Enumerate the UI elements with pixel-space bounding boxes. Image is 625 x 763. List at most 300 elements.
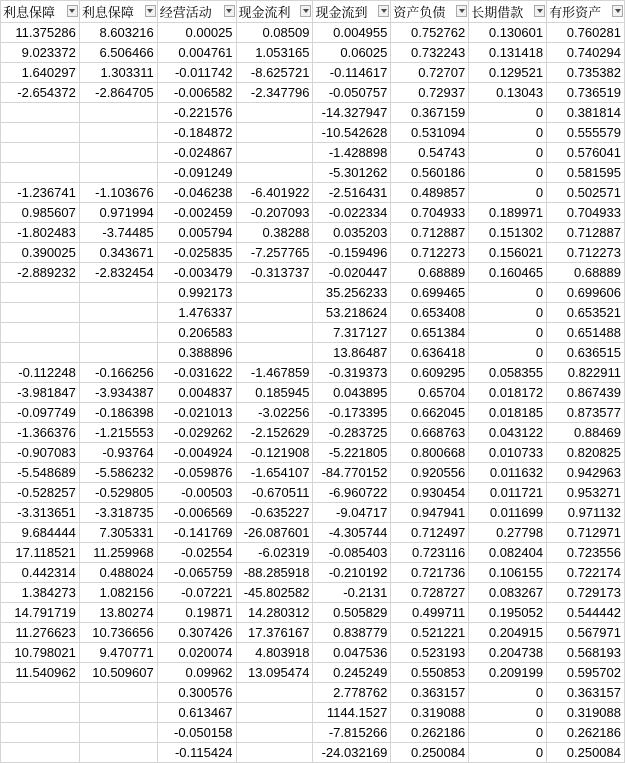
table-cell[interactable]: -1.236741 <box>1 183 80 203</box>
filter-dropdown-icon[interactable] <box>145 5 156 17</box>
table-cell[interactable]: -0.07221 <box>157 583 236 603</box>
table-cell[interactable]: 0.550853 <box>391 663 469 683</box>
table-cell[interactable] <box>1 723 80 743</box>
table-cell[interactable]: 0.390025 <box>1 243 80 263</box>
table-cell[interactable]: -0.031622 <box>157 363 236 383</box>
table-cell[interactable]: 0.653408 <box>391 303 469 323</box>
table-cell[interactable]: -0.065759 <box>157 563 236 583</box>
table-cell[interactable]: 0.083267 <box>469 583 547 603</box>
table-cell[interactable]: -0.115424 <box>157 743 236 763</box>
table-cell[interactable]: 0.531094 <box>391 123 469 143</box>
table-cell[interactable]: 0.72937 <box>391 83 469 103</box>
table-cell[interactable]: 0.388896 <box>157 343 236 363</box>
table-cell[interactable]: 0.38288 <box>236 223 313 243</box>
table-cell[interactable]: 0 <box>469 123 547 143</box>
table-cell[interactable]: 7.305331 <box>79 523 157 543</box>
table-cell[interactable] <box>236 303 313 323</box>
table-cell[interactable]: 0.920556 <box>391 463 469 483</box>
table-cell[interactable]: 0.058355 <box>469 363 547 383</box>
table-cell[interactable]: 0.043122 <box>469 423 547 443</box>
filter-dropdown-icon[interactable] <box>534 5 545 17</box>
table-cell[interactable] <box>1 103 80 123</box>
table-cell[interactable] <box>79 103 157 123</box>
table-cell[interactable]: 1144.1527 <box>313 703 391 723</box>
table-cell[interactable] <box>79 143 157 163</box>
table-cell[interactable]: -0.2131 <box>313 583 391 603</box>
table-cell[interactable]: 0.985607 <box>1 203 80 223</box>
table-cell[interactable]: -8.625721 <box>236 63 313 83</box>
table-cell[interactable]: 0.942963 <box>547 463 625 483</box>
table-cell[interactable]: -7.257765 <box>236 243 313 263</box>
table-cell[interactable]: -0.097749 <box>1 403 80 423</box>
table-cell[interactable] <box>1 343 80 363</box>
table-cell[interactable]: 0.343671 <box>79 243 157 263</box>
table-cell[interactable]: 0.736519 <box>547 83 625 103</box>
table-cell[interactable]: 0.160465 <box>469 263 547 283</box>
table-cell[interactable] <box>79 743 157 763</box>
table-cell[interactable]: 0 <box>469 323 547 343</box>
table-cell[interactable] <box>236 103 313 123</box>
table-cell[interactable]: -7.815266 <box>313 723 391 743</box>
table-cell[interactable]: -88.285918 <box>236 563 313 583</box>
table-cell[interactable]: 0.712971 <box>547 523 625 543</box>
table-cell[interactable]: -0.020447 <box>313 263 391 283</box>
table-cell[interactable]: -0.046238 <box>157 183 236 203</box>
table-cell[interactable]: 0.011632 <box>469 463 547 483</box>
table-cell[interactable]: -0.112248 <box>1 363 80 383</box>
table-cell[interactable]: 8.603216 <box>79 23 157 43</box>
table-cell[interactable]: 0.732243 <box>391 43 469 63</box>
table-cell[interactable]: -3.02256 <box>236 403 313 423</box>
table-cell[interactable]: -2.864705 <box>79 83 157 103</box>
table-cell[interactable]: 10.798021 <box>1 643 80 663</box>
table-cell[interactable]: 0.867439 <box>547 383 625 403</box>
table-cell[interactable]: 0.740294 <box>547 43 625 63</box>
filter-dropdown-icon[interactable] <box>456 5 467 17</box>
table-cell[interactable] <box>79 683 157 703</box>
table-cell[interactable]: 1.053165 <box>236 43 313 63</box>
table-cell[interactable]: -0.011742 <box>157 63 236 83</box>
table-cell[interactable] <box>236 723 313 743</box>
table-cell[interactable]: -1.428898 <box>313 143 391 163</box>
table-cell[interactable]: -0.221576 <box>157 103 236 123</box>
table-cell[interactable]: 0.129521 <box>469 63 547 83</box>
table-cell[interactable]: 0.544442 <box>547 603 625 623</box>
table-cell[interactable]: -0.003479 <box>157 263 236 283</box>
table-cell[interactable]: 9.023372 <box>1 43 80 63</box>
table-cell[interactable]: -0.207093 <box>236 203 313 223</box>
table-cell[interactable] <box>79 303 157 323</box>
table-cell[interactable] <box>79 323 157 343</box>
column-header[interactable] <box>236 1 313 23</box>
table-cell[interactable]: 0.721736 <box>391 563 469 583</box>
table-cell[interactable]: 0.971132 <box>547 503 625 523</box>
table-cell[interactable]: 0.131418 <box>469 43 547 63</box>
table-cell[interactable]: -0.002459 <box>157 203 236 223</box>
table-cell[interactable]: 0.521221 <box>391 623 469 643</box>
table-cell[interactable] <box>236 123 313 143</box>
column-header[interactable] <box>313 1 391 23</box>
table-cell[interactable]: 0.838779 <box>313 623 391 643</box>
table-cell[interactable]: 0.712887 <box>391 223 469 243</box>
table-cell[interactable]: 0.581595 <box>547 163 625 183</box>
table-cell[interactable]: 0.381814 <box>547 103 625 123</box>
table-cell[interactable]: 0.699606 <box>547 283 625 303</box>
table-cell[interactable]: 0 <box>469 343 547 363</box>
table-cell[interactable]: 0.250084 <box>391 743 469 763</box>
table-cell[interactable]: 0.204915 <box>469 623 547 643</box>
table-cell[interactable]: -0.024867 <box>157 143 236 163</box>
table-cell[interactable]: 0.245249 <box>313 663 391 683</box>
table-cell[interactable]: -3.934387 <box>79 383 157 403</box>
table-cell[interactable]: 0.502571 <box>547 183 625 203</box>
table-cell[interactable]: 1.476337 <box>157 303 236 323</box>
table-cell[interactable]: 0.800668 <box>391 443 469 463</box>
filter-dropdown-icon[interactable] <box>224 5 235 17</box>
table-cell[interactable]: 0.367159 <box>391 103 469 123</box>
table-cell[interactable]: 13.095474 <box>236 663 313 683</box>
table-cell[interactable]: 0.13043 <box>469 83 547 103</box>
table-cell[interactable] <box>79 343 157 363</box>
filter-dropdown-icon[interactable] <box>378 5 389 17</box>
table-cell[interactable]: 0.712887 <box>547 223 625 243</box>
table-cell[interactable]: 0 <box>469 103 547 123</box>
table-cell[interactable]: 0.820825 <box>547 443 625 463</box>
filter-dropdown-icon[interactable] <box>67 5 78 17</box>
table-cell[interactable]: 0.873577 <box>547 403 625 423</box>
table-cell[interactable] <box>236 683 313 703</box>
table-cell[interactable]: 0.822911 <box>547 363 625 383</box>
table-cell[interactable]: 11.375286 <box>1 23 80 43</box>
table-cell[interactable]: 0.760281 <box>547 23 625 43</box>
table-cell[interactable]: 0.005794 <box>157 223 236 243</box>
table-cell[interactable]: 0.010733 <box>469 443 547 463</box>
table-cell[interactable]: -3.313651 <box>1 503 80 523</box>
table-cell[interactable]: 0.130601 <box>469 23 547 43</box>
table-cell[interactable]: 0.004761 <box>157 43 236 63</box>
table-cell[interactable]: 0.567971 <box>547 623 625 643</box>
table-cell[interactable]: 6.506466 <box>79 43 157 63</box>
table-cell[interactable]: 0.018185 <box>469 403 547 423</box>
table-cell[interactable] <box>236 143 313 163</box>
table-cell[interactable] <box>79 703 157 723</box>
table-cell[interactable]: 11.259968 <box>79 543 157 563</box>
table-cell[interactable]: 0.523193 <box>391 643 469 663</box>
table-cell[interactable]: -0.02554 <box>157 543 236 563</box>
table-cell[interactable]: 9.684444 <box>1 523 80 543</box>
table-cell[interactable] <box>236 323 313 343</box>
table-cell[interactable]: -1.103676 <box>79 183 157 203</box>
table-cell[interactable]: 0.88469 <box>547 423 625 443</box>
table-cell[interactable]: 9.470771 <box>79 643 157 663</box>
table-cell[interactable]: 0.011699 <box>469 503 547 523</box>
table-cell[interactable]: 0.704933 <box>391 203 469 223</box>
table-cell[interactable]: 0.19871 <box>157 603 236 623</box>
table-cell[interactable]: 0.307426 <box>157 623 236 643</box>
table-cell[interactable]: 0.992173 <box>157 283 236 303</box>
table-cell[interactable]: -5.586232 <box>79 463 157 483</box>
table-cell[interactable] <box>236 743 313 763</box>
table-cell[interactable]: 0.971994 <box>79 203 157 223</box>
table-cell[interactable]: -1.802483 <box>1 223 80 243</box>
table-cell[interactable]: 0.54743 <box>391 143 469 163</box>
table-cell[interactable]: -0.022334 <box>313 203 391 223</box>
table-cell[interactable]: 0 <box>469 283 547 303</box>
table-cell[interactable]: -5.301262 <box>313 163 391 183</box>
table-cell[interactable]: 0.06025 <box>313 43 391 63</box>
table-cell[interactable]: -0.907083 <box>1 443 80 463</box>
table-cell[interactable]: -0.186398 <box>79 403 157 423</box>
table-cell[interactable]: 0.595702 <box>547 663 625 683</box>
table-cell[interactable]: 0.568193 <box>547 643 625 663</box>
table-cell[interactable]: 4.803918 <box>236 643 313 663</box>
table-cell[interactable]: -0.313737 <box>236 263 313 283</box>
table-cell[interactable]: 0.723556 <box>547 543 625 563</box>
table-cell[interactable]: 0 <box>469 143 547 163</box>
table-cell[interactable]: 0.651488 <box>547 323 625 343</box>
table-cell[interactable] <box>1 283 80 303</box>
table-cell[interactable]: -84.770152 <box>313 463 391 483</box>
table-cell[interactable]: 0.752762 <box>391 23 469 43</box>
table-cell[interactable]: -0.029262 <box>157 423 236 443</box>
table-cell[interactable]: 17.118521 <box>1 543 80 563</box>
table-cell[interactable]: -3.74485 <box>79 223 157 243</box>
table-cell[interactable]: 0 <box>469 683 547 703</box>
column-header[interactable] <box>469 1 547 23</box>
table-cell[interactable] <box>79 283 157 303</box>
table-cell[interactable]: 0.004837 <box>157 383 236 403</box>
table-cell[interactable] <box>236 283 313 303</box>
table-cell[interactable]: -0.004924 <box>157 443 236 463</box>
table-cell[interactable]: 0.505829 <box>313 603 391 623</box>
table-cell[interactable]: 0.609295 <box>391 363 469 383</box>
table-cell[interactable]: 0.555579 <box>547 123 625 143</box>
table-cell[interactable]: 0.018172 <box>469 383 547 403</box>
table-cell[interactable]: 0.65704 <box>391 383 469 403</box>
table-cell[interactable]: -0.529805 <box>79 483 157 503</box>
table-cell[interactable]: 1.082156 <box>79 583 157 603</box>
table-cell[interactable]: -0.025835 <box>157 243 236 263</box>
table-cell[interactable] <box>1 143 80 163</box>
table-cell[interactable]: 1.303311 <box>79 63 157 83</box>
table-cell[interactable]: 14.791719 <box>1 603 80 623</box>
table-cell[interactable]: -3.981847 <box>1 383 80 403</box>
table-cell[interactable]: -2.152629 <box>236 423 313 443</box>
table-cell[interactable]: -2.832454 <box>79 263 157 283</box>
table-cell[interactable]: -0.141769 <box>157 523 236 543</box>
table-cell[interactable]: -0.173395 <box>313 403 391 423</box>
table-cell[interactable]: 0.68889 <box>391 263 469 283</box>
table-cell[interactable]: 0.363157 <box>547 683 625 703</box>
table-cell[interactable] <box>79 723 157 743</box>
table-cell[interactable]: 0.09962 <box>157 663 236 683</box>
table-cell[interactable]: 0.206583 <box>157 323 236 343</box>
table-cell[interactable] <box>1 303 80 323</box>
column-header[interactable] <box>391 1 469 23</box>
table-cell[interactable]: 0.489857 <box>391 183 469 203</box>
table-cell[interactable]: -26.087601 <box>236 523 313 543</box>
table-cell[interactable]: 0.319088 <box>547 703 625 723</box>
table-cell[interactable]: -0.184872 <box>157 123 236 143</box>
table-cell[interactable]: 0.613467 <box>157 703 236 723</box>
table-cell[interactable]: -0.021013 <box>157 403 236 423</box>
table-cell[interactable]: 0.27798 <box>469 523 547 543</box>
table-cell[interactable]: 0.151302 <box>469 223 547 243</box>
table-cell[interactable] <box>79 123 157 143</box>
table-cell[interactable]: 0.636418 <box>391 343 469 363</box>
table-cell[interactable]: -0.159496 <box>313 243 391 263</box>
table-cell[interactable]: 13.86487 <box>313 343 391 363</box>
table-cell[interactable]: -0.283725 <box>313 423 391 443</box>
table-cell[interactable]: 0 <box>469 303 547 323</box>
table-cell[interactable]: -0.050158 <box>157 723 236 743</box>
table-cell[interactable]: -1.467859 <box>236 363 313 383</box>
table-cell[interactable]: 10.509607 <box>79 663 157 683</box>
filter-dropdown-icon[interactable] <box>300 5 311 17</box>
table-cell[interactable]: 0.250084 <box>547 743 625 763</box>
table-cell[interactable]: 0.953271 <box>547 483 625 503</box>
table-cell[interactable]: 0.651384 <box>391 323 469 343</box>
table-cell[interactable]: 0.106155 <box>469 563 547 583</box>
table-cell[interactable]: 0.209199 <box>469 663 547 683</box>
table-cell[interactable]: -10.542628 <box>313 123 391 143</box>
table-cell[interactable] <box>236 703 313 723</box>
table-cell[interactable]: -5.221805 <box>313 443 391 463</box>
table-cell[interactable]: -0.528257 <box>1 483 80 503</box>
table-cell[interactable]: 17.376167 <box>236 623 313 643</box>
table-cell[interactable]: 0.262186 <box>547 723 625 743</box>
table-cell[interactable]: 0.00025 <box>157 23 236 43</box>
table-cell[interactable]: 0.653521 <box>547 303 625 323</box>
table-cell[interactable]: 0.72707 <box>391 63 469 83</box>
table-cell[interactable]: -3.318735 <box>79 503 157 523</box>
table-cell[interactable]: -0.006582 <box>157 83 236 103</box>
table-cell[interactable]: 0.662045 <box>391 403 469 423</box>
table-cell[interactable] <box>1 743 80 763</box>
table-cell[interactable]: 0.300576 <box>157 683 236 703</box>
table-cell[interactable]: -24.032169 <box>313 743 391 763</box>
table-cell[interactable]: 0.442314 <box>1 563 80 583</box>
table-cell[interactable]: 1.640297 <box>1 63 80 83</box>
table-cell[interactable]: 0.047536 <box>313 643 391 663</box>
table-cell[interactable]: -0.319373 <box>313 363 391 383</box>
table-cell[interactable]: -0.114617 <box>313 63 391 83</box>
table-cell[interactable]: 11.540962 <box>1 663 80 683</box>
table-cell[interactable]: -6.960722 <box>313 483 391 503</box>
table-cell[interactable]: -0.059876 <box>157 463 236 483</box>
table-cell[interactable]: 0.185945 <box>236 383 313 403</box>
table-cell[interactable]: 0.712497 <box>391 523 469 543</box>
table-cell[interactable]: 0.735382 <box>547 63 625 83</box>
table-cell[interactable]: 0.729173 <box>547 583 625 603</box>
table-cell[interactable] <box>236 343 313 363</box>
table-cell[interactable]: 0.704933 <box>547 203 625 223</box>
table-cell[interactable]: 0.722174 <box>547 563 625 583</box>
table-cell[interactable]: 0.728727 <box>391 583 469 603</box>
table-cell[interactable]: -0.93764 <box>79 443 157 463</box>
table-cell[interactable]: -0.670511 <box>236 483 313 503</box>
table-cell[interactable]: 0.560186 <box>391 163 469 183</box>
table-cell[interactable]: 0 <box>469 723 547 743</box>
table-cell[interactable]: -14.327947 <box>313 103 391 123</box>
table-cell[interactable]: -2.516431 <box>313 183 391 203</box>
table-cell[interactable]: 10.736656 <box>79 623 157 643</box>
column-header[interactable] <box>157 1 236 23</box>
table-cell[interactable]: 0.189971 <box>469 203 547 223</box>
table-cell[interactable]: 0.712273 <box>547 243 625 263</box>
table-cell[interactable]: 0.043895 <box>313 383 391 403</box>
table-cell[interactable]: 7.317127 <box>313 323 391 343</box>
table-cell[interactable]: -0.121908 <box>236 443 313 463</box>
table-cell[interactable]: 0.082404 <box>469 543 547 563</box>
table-cell[interactable]: -0.635227 <box>236 503 313 523</box>
table-cell[interactable]: -9.04717 <box>313 503 391 523</box>
table-cell[interactable]: 0.156021 <box>469 243 547 263</box>
table-cell[interactable]: -6.401922 <box>236 183 313 203</box>
table-cell[interactable]: 0 <box>469 743 547 763</box>
table-cell[interactable] <box>236 163 313 183</box>
column-header[interactable] <box>547 1 625 23</box>
table-cell[interactable]: 11.276623 <box>1 623 80 643</box>
column-header[interactable] <box>79 1 157 23</box>
table-cell[interactable]: 0.488024 <box>79 563 157 583</box>
column-header[interactable] <box>1 1 80 23</box>
table-cell[interactable]: -0.006569 <box>157 503 236 523</box>
table-cell[interactable]: 0 <box>469 703 547 723</box>
table-cell[interactable]: -2.654372 <box>1 83 80 103</box>
table-cell[interactable]: 0.668763 <box>391 423 469 443</box>
table-cell[interactable]: -2.347796 <box>236 83 313 103</box>
table-cell[interactable]: 0.004955 <box>313 23 391 43</box>
table-cell[interactable]: -1.366376 <box>1 423 80 443</box>
table-cell[interactable]: -0.050757 <box>313 83 391 103</box>
table-cell[interactable]: 0.195052 <box>469 603 547 623</box>
table-cell[interactable]: 13.80274 <box>79 603 157 623</box>
table-cell[interactable]: 0.499711 <box>391 603 469 623</box>
table-cell[interactable]: 0.204738 <box>469 643 547 663</box>
table-cell[interactable]: 0.699465 <box>391 283 469 303</box>
table-cell[interactable]: 0.636515 <box>547 343 625 363</box>
table-cell[interactable]: -1.654107 <box>236 463 313 483</box>
table-cell[interactable]: -0.210192 <box>313 563 391 583</box>
table-cell[interactable] <box>1 323 80 343</box>
table-cell[interactable]: -1.215553 <box>79 423 157 443</box>
table-cell[interactable]: 0.576041 <box>547 143 625 163</box>
table-cell[interactable]: 53.218624 <box>313 303 391 323</box>
table-cell[interactable]: -6.02319 <box>236 543 313 563</box>
table-cell[interactable]: -0.00503 <box>157 483 236 503</box>
table-cell[interactable]: -45.802582 <box>236 583 313 603</box>
table-cell[interactable]: 0.020074 <box>157 643 236 663</box>
table-cell[interactable]: -0.091249 <box>157 163 236 183</box>
table-cell[interactable]: 0.319088 <box>391 703 469 723</box>
table-cell[interactable]: 0.363157 <box>391 683 469 703</box>
table-cell[interactable] <box>1 683 80 703</box>
table-cell[interactable]: 0.68889 <box>547 263 625 283</box>
table-cell[interactable] <box>1 163 80 183</box>
table-cell[interactable]: 0.262186 <box>391 723 469 743</box>
table-cell[interactable]: 0.035203 <box>313 223 391 243</box>
table-cell[interactable]: -5.548689 <box>1 463 80 483</box>
table-cell[interactable] <box>1 703 80 723</box>
table-cell[interactable]: 0.947941 <box>391 503 469 523</box>
table-cell[interactable]: 0.930454 <box>391 483 469 503</box>
table-cell[interactable]: -0.166256 <box>79 363 157 383</box>
table-cell[interactable] <box>79 163 157 183</box>
filter-dropdown-icon[interactable] <box>612 5 623 17</box>
table-cell[interactable]: 1.384273 <box>1 583 80 603</box>
table-cell[interactable]: -2.889232 <box>1 263 80 283</box>
